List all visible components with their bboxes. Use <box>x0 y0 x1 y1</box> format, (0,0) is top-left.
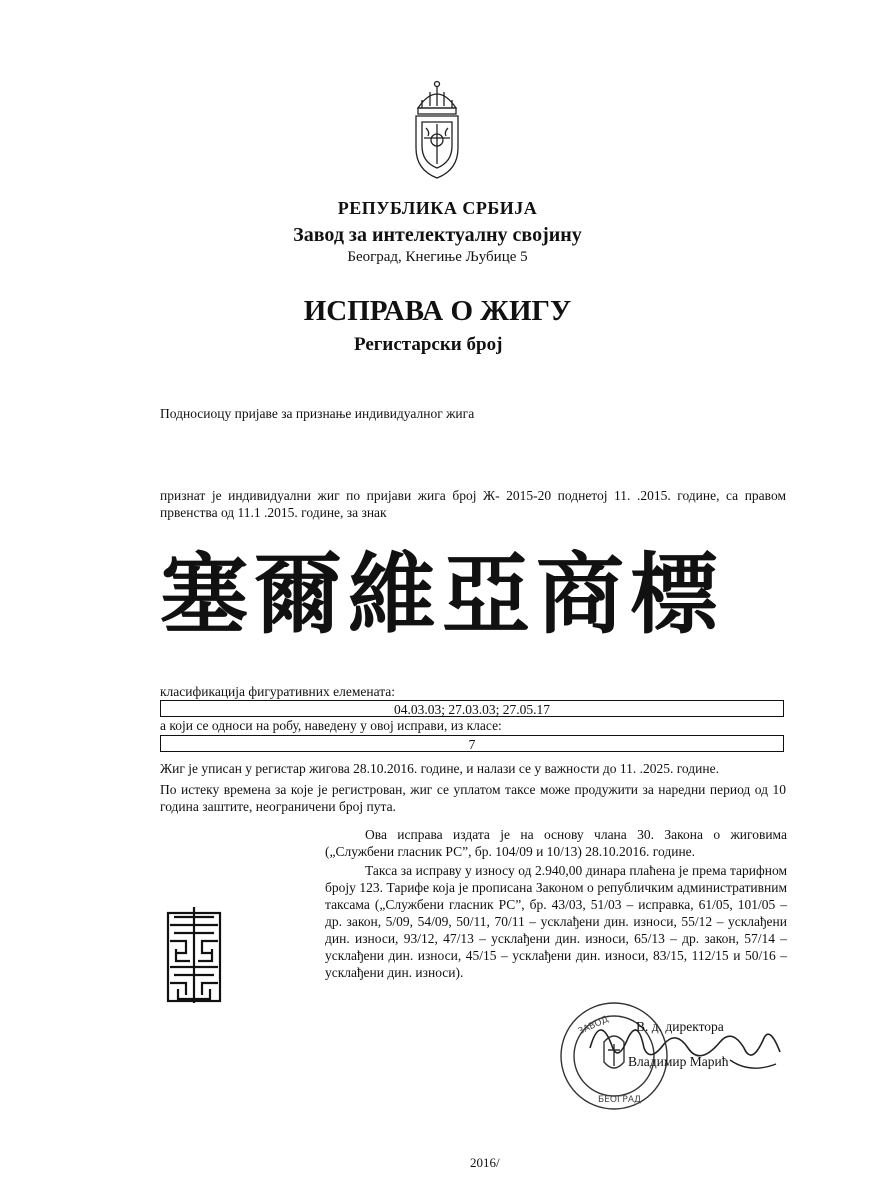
republic-heading: РЕПУБЛИКА СРБИЈА <box>337 198 538 218</box>
legal-basis-text: Ова исправа издата је на основу члана 30. Закона о жиговима („Службени гласник РС”, бр. 104/09 и 10/13) 28.10.2016. године. <box>325 827 787 859</box>
renewal-text: По истеку времена за које је регистрован, жиг се уплатом таксе може продужити за наредни период од 10 година заштите, неограничени број пута. <box>160 782 786 814</box>
fee-text: Такса за исправу у износу од 2.940,00 динара плаћена је према тарифном броју 123. Тарифе која је прописана Законом о републичким административним таксама („Службени гласник РС”, бр. 43/03, 51/03 – исправка, 61/05, 101/05 – др. закон, 5/09, 54/09, 50/11, 70/11 – усклађени дин. износи, 55/12 – усклађени дин. износи, 93/12, 47/13 – усклађени дин. износи, 65/13 – др. закон, 57/14 – усклађени дин. износи, 45/15 – усклађени дин. износи, 83/15, 112/15 и 50/16 – усклађени дин. износи). <box>325 863 787 980</box>
grant-text: признат је индивидуални жиг по пријави жига број Ж- 2015-20 поднетој 11. .2015. године, са правом првенства од 11.1 .2015. године, за знак <box>160 488 786 520</box>
applicant-line: Подносиоцу пријаве за признање индивидуалног жига <box>160 406 475 421</box>
classification-value-box: 04.03.03; 27.03.03; 27.05.17 <box>160 700 784 717</box>
institution-name: Завод за интелектуалну својину <box>293 224 582 246</box>
institution-logo-icon <box>166 905 222 1005</box>
signatory-title: В. д. директора <box>636 1019 724 1034</box>
registration-line: Жиг је уписан у регистар жигова 28.10.2016. године, и налази се у важности до 11. .2025. године. <box>160 761 719 776</box>
registry-number-label: Регистарски број <box>354 334 503 355</box>
signatory-name: Владимир Марић <box>628 1054 729 1069</box>
handwritten-signature <box>580 1008 790 1078</box>
document-title: ИСПРАВА О ЖИГУ <box>303 295 572 327</box>
goods-label: а који се односи на робу, наведену у овој исправи, из класе: <box>160 718 502 733</box>
trademark-sign: 塞爾維亞商標 <box>160 543 725 646</box>
goods-class-box: 7 <box>160 735 784 752</box>
svg-text:БЕОГРАД: БЕОГРАД <box>598 1095 642 1105</box>
coat-of-arms-emblem <box>410 78 464 184</box>
institution-address: Београд, Кнегиње Љубице 5 <box>347 249 528 265</box>
svg-text:ЗАВОД: ЗАВОД <box>576 1014 611 1038</box>
footer-number: 2016/ <box>470 1155 500 1170</box>
classification-label: класификација фигуративних елемената: <box>160 684 396 699</box>
